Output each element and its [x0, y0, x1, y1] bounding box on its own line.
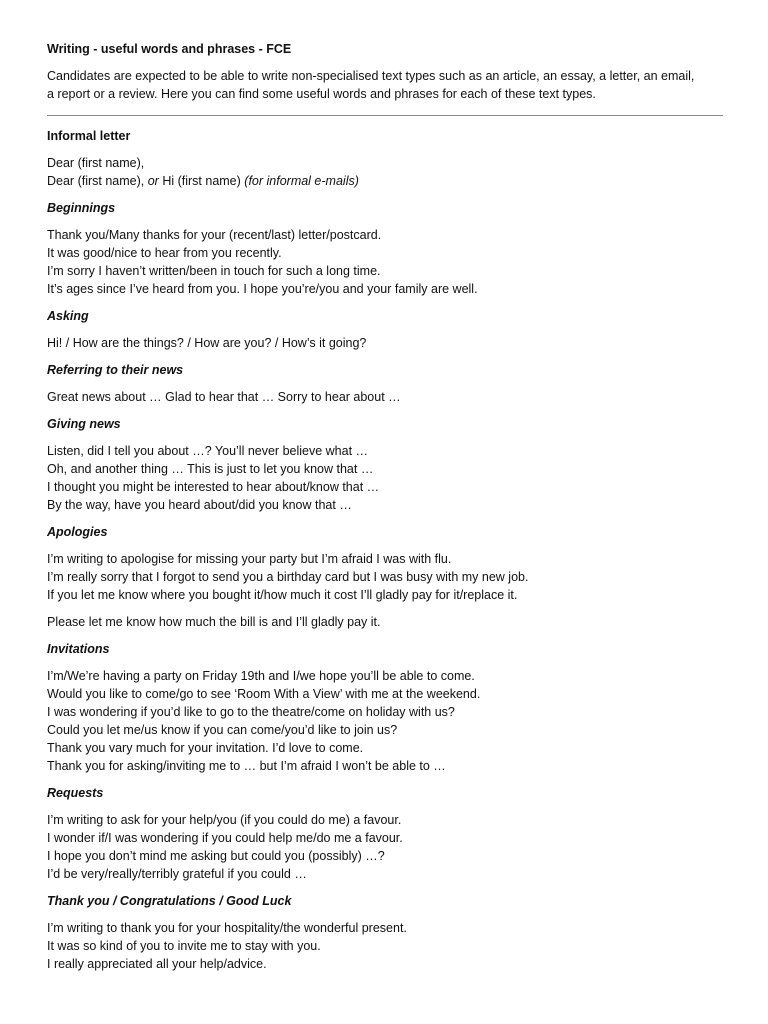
list-item: Listen, did I tell you about …? You’ll never believe what …	[47, 444, 369, 458]
list-item: It’s ages since I’ve heard from you. I hope you’re/you and your family are well.	[47, 282, 478, 296]
list-item: I’m writing to thank you for your hospitality/the wonderful present.	[47, 921, 407, 935]
requests-list	[47, 811, 727, 883]
list-item: I wonder if/I was wondering if you could help me/do me a favour.	[47, 831, 403, 845]
list-item: It was good/nice to hear from you recently.	[47, 246, 282, 260]
beginnings-list	[47, 226, 727, 298]
greeting-line-1: Dear (first name),	[47, 156, 145, 170]
greeting-or: or	[147, 174, 159, 188]
list-item: I’m really sorry that I forgot to send you a birthday card but I was busy with my new job.	[47, 570, 529, 584]
thank-you-list	[47, 919, 727, 973]
intro-line-2: a report or a review. Here you can find some useful words and phrases for each of these text types.	[47, 87, 596, 101]
list-item: It was so kind of you to invite me to stay with you.	[47, 939, 321, 953]
list-item: Could you let me/us know if you can come/you’d like to join us?	[47, 723, 398, 737]
greeting-block	[47, 154, 727, 190]
list-item: I’m sorry I haven’t written/been in touch for such a long time.	[47, 264, 381, 278]
list-item: By the way, have you heard about/did you know that …	[47, 498, 352, 512]
greeting-hi: Hi (first name)	[158, 174, 245, 188]
list-item: I hope you don’t mind me asking but could you (possibly) …?	[47, 849, 385, 863]
giving-news-list	[47, 442, 727, 514]
list-item: Would you like to come/go to see ‘Room With a View’ with me at the weekend.	[47, 687, 481, 701]
requests-heading: Requests	[47, 786, 104, 800]
list-item: I’d be very/really/terribly grateful if you could …	[47, 867, 307, 881]
list-item: Thank you/Many thanks for your (recent/last) letter/postcard.	[47, 228, 382, 242]
informal-letter-heading: Informal letter	[47, 129, 131, 143]
list-item: Hi! / How are the things? / How are you? / How’s it going?	[47, 336, 367, 350]
greeting-line-2	[47, 172, 727, 190]
apologies-list	[47, 550, 727, 604]
document-title: Writing - useful words and phrases - FCE	[47, 42, 292, 56]
asking-list	[47, 334, 727, 352]
asking-heading: Asking	[47, 309, 89, 323]
thank-you-heading: Thank you / Congratulations / Good Luck	[47, 894, 292, 908]
intro-line-1: Candidates are expected to be able to write non-specialised text types such as an article, an essay, a letter, an email,	[47, 69, 695, 83]
giving-news-heading: Giving news	[47, 417, 121, 431]
greeting-note: (for informal e-mails)	[244, 174, 359, 188]
list-item: I’m/We’re having a party on Friday 19th and I/we hope you’ll be able to come.	[47, 669, 475, 683]
intro-paragraph	[47, 67, 727, 103]
document-page	[47, 40, 727, 973]
invitations-heading: Invitations	[47, 642, 110, 656]
horizontal-divider	[47, 115, 723, 116]
list-item: I’m writing to ask for your help/you (if you could do me) a favour.	[47, 813, 402, 827]
list-item: I really appreciated all your help/advice.	[47, 957, 267, 971]
list-item: Thank you vary much for your invitation. I’d love to come.	[47, 741, 364, 755]
beginnings-heading: Beginnings	[47, 201, 116, 215]
apologies-heading: Apologies	[47, 525, 108, 539]
greeting-dear: Dear (first name),	[47, 174, 148, 188]
referring-list	[47, 388, 727, 406]
list-item: If you let me know where you bought it/how much it cost I’ll gladly pay for it/replace it.	[47, 588, 518, 602]
list-item: I’m writing to apologise for missing your party but I’m afraid I was with flu.	[47, 552, 452, 566]
list-item: Great news about … Glad to hear that … Sorry to hear about …	[47, 390, 401, 404]
apologies-extra: Please let me know how much the bill is and I’ll gladly pay it.	[47, 615, 381, 629]
referring-heading: Referring to their news	[47, 363, 184, 377]
list-item: I thought you might be interested to hear about/know that …	[47, 480, 380, 494]
list-item: Thank you for asking/inviting me to … but I’m afraid I won’t be able to …	[47, 759, 446, 773]
invitations-list	[47, 667, 727, 775]
list-item: I was wondering if you’d like to go to the theatre/come on holiday with us?	[47, 705, 455, 719]
list-item: Oh, and another thing … This is just to let you know that …	[47, 462, 374, 476]
